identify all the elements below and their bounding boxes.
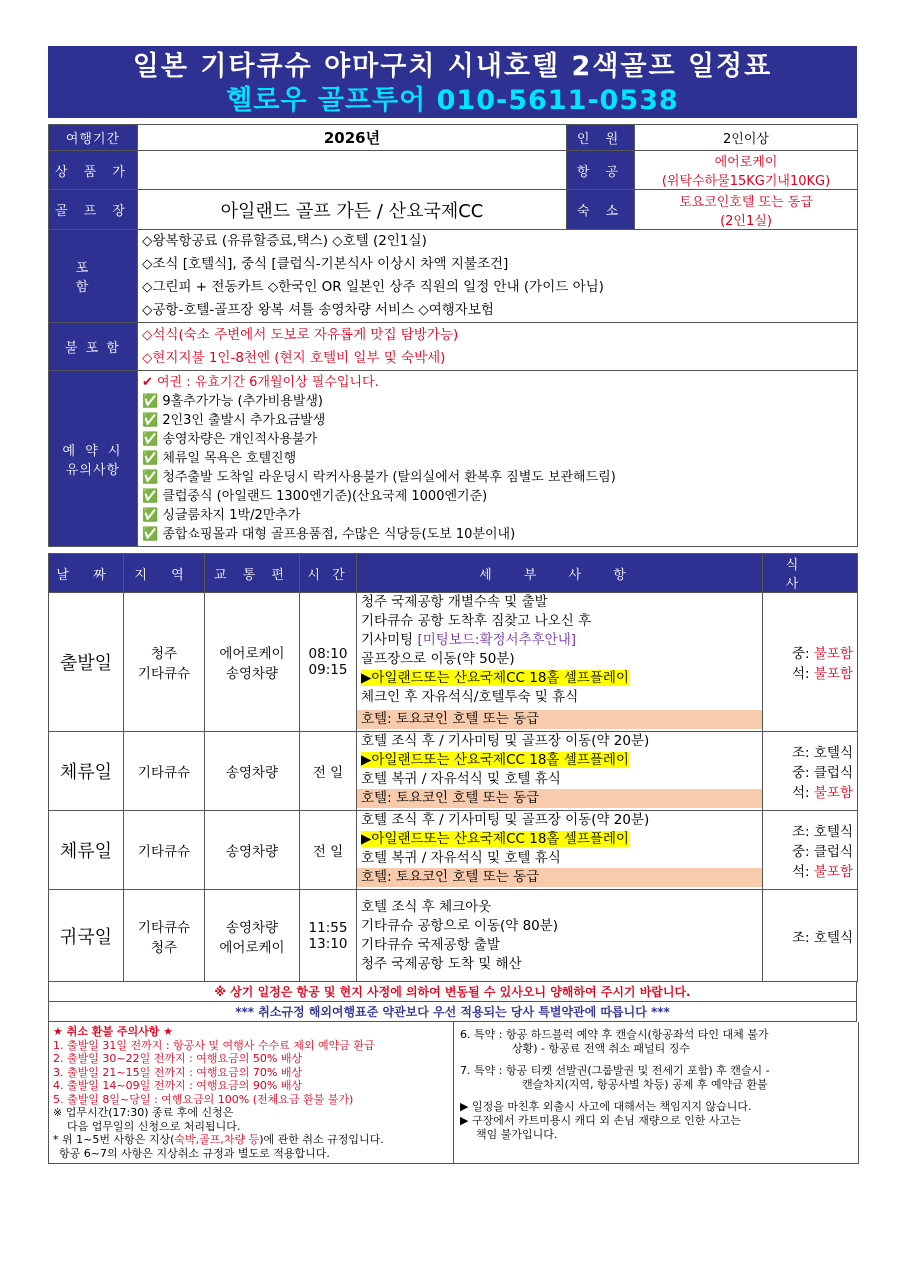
notice-label: [49, 371, 138, 547]
details: [357, 811, 763, 890]
air-carrier: 에어로케이: [714, 155, 778, 170]
detail-line: 기타큐슈 국제공항 출발: [361, 936, 500, 953]
day-label: 체류일: [49, 811, 124, 890]
include-label: 포 함: [49, 230, 138, 323]
cancel-item: 5. 출발일 8일~당일 : 여행요금의 100% (전체요금 환불 불가): [53, 1092, 354, 1106]
meal-line: [767, 761, 853, 781]
detail-line: [361, 830, 758, 849]
exclude-item: ◇석식(숙소 주변에서 도보로 자유롭게 맛집 탐방가능): [142, 326, 459, 343]
office-hours: ※ 업무시간(17:30) 종료 후에 신청은: [53, 1106, 234, 1119]
time-line: 08:10: [308, 646, 348, 662]
golf-highlight: ▶아일랜드또는 산요국제CC 18홀 셀프플레이: [361, 831, 629, 847]
transport-line: 에어로케이: [219, 646, 285, 662]
detail-line: 체크인 후 자유석식/호텔투숙 및 휴식: [361, 689, 579, 705]
cancel-title: ★ 취소 환불 주의사항 ★: [53, 1025, 174, 1038]
golf-highlight: ▶아일랜드또는 산요국제CC 18홀 셀프플레이: [361, 670, 629, 686]
page-subtitle: 헬로우 골프투어 010-5611-0538: [226, 85, 679, 116]
meal-value: 불포함: [813, 864, 853, 880]
transport: [205, 593, 300, 732]
meal-label: 조:: [791, 745, 814, 761]
schedule-row: [49, 890, 858, 982]
rule-highlight: 숙박,골프,차량 등: [174, 1133, 260, 1146]
title-banner: [48, 46, 857, 118]
details: [357, 732, 763, 811]
special-item: 상황) - 항공료 전액 취소 패널티 징수: [512, 1042, 691, 1055]
detail-line: 기타큐슈 공항 도착후 짐찾고 나오신 후: [361, 613, 592, 629]
col-time: 시 간: [300, 554, 357, 593]
hotel-room: (2인1실): [720, 213, 772, 229]
detail-line: 호텔 복귀 / 자유석식 및 호텔 휴식: [361, 850, 561, 866]
notice-label-1: 예 약 시: [62, 443, 124, 459]
meal-line: [767, 860, 853, 880]
policy-notice: *** 취소규정 해외여행표준 약관보다 우선 적용되는 당사 특별약관에 따릅니다 ***: [48, 1002, 857, 1022]
cancel-item: 4. 출발일 14~09일 전까지 : 여행요금의 90% 배상: [53, 1079, 303, 1092]
schedule-table: [48, 553, 858, 982]
change-notice: ※ 상기 일정은 항공 및 현지 사정에 의하여 변동될 수 있사오니 양해하여 주시기 바랍니다.: [48, 982, 857, 1002]
schedule-row: [49, 811, 858, 890]
hotel-line: 호텔: 토요코인 호텔 또는 동급: [357, 868, 762, 887]
schedule-row: [49, 732, 858, 811]
meal-value: 클럽식: [813, 844, 853, 860]
region: [124, 890, 205, 982]
notice-item: ✅ 클럽중식 (아일랜드 1300엔기준)(산요국제 1000엔기준): [142, 489, 488, 504]
detail-line: 청주 국제공항 도착 및 해산: [361, 955, 522, 972]
notice-item: ✅ 종합쇼핑몰과 대형 골프용품점, 수많은 식당등(도보 10분이내): [142, 527, 516, 542]
notice-item: ✅ 2인3인 출발시 추가요금발생: [142, 413, 326, 428]
cancel-item: 1. 출발일 31일 전까지 : 항공사 및 여행사 수수료 제외 예약금 환급: [53, 1038, 375, 1052]
detail-line: [361, 669, 758, 688]
notice-item: ✔ 여권 : 유효기간 6개월이상 필수입니다.: [142, 375, 379, 390]
period-label: 여행기간: [49, 125, 138, 151]
special-item: ▶ 일정을 마친후 외출시 사고에 대해서는 책임지지 않습니다.: [460, 1100, 752, 1113]
detail-line: [361, 631, 758, 650]
golf-highlight: ▶아일랜드또는 산요국제CC 18홀 셀프플레이: [361, 752, 629, 768]
details: [357, 890, 763, 982]
detail-line: 호텔 조식 후 / 기사미팅 및 골프장 이동(약 20분): [361, 812, 650, 828]
meal-value: 불포함: [813, 785, 853, 801]
hotel-value: [635, 190, 858, 230]
meal-line: [767, 926, 853, 946]
special-item: ▶ 구장에서 카트미용시 캐디 외 손님 재량으로 인한 사고는: [460, 1114, 741, 1127]
region-line: 청주: [150, 939, 178, 956]
meal-label: 중:: [791, 646, 814, 662]
detail-line: 호텔 복귀 / 자유석식 및 호텔 휴식: [361, 771, 561, 787]
detail-line: 청주 국제공항 개별수속 및 출발: [361, 594, 548, 610]
transport: 송영차량: [205, 732, 300, 811]
exclude-list: [138, 323, 858, 371]
notice-item: ✅ 체류일 목욕은 호텔진행: [142, 451, 297, 466]
include-item: ◇조식 [호텔식], 중식 [클럽식-기본식사 이상시 차액 지불조건]: [142, 256, 509, 272]
detail-line: 호텔 조식 후 / 기사미팅 및 골프장 이동(약 20분): [361, 733, 650, 749]
hotel-label: 숙 소: [567, 190, 635, 230]
rule-text: * 위 1~5번 사항은 지상(: [53, 1133, 175, 1146]
transport-line: 에어로케이: [219, 939, 285, 956]
day-label: 체류일: [49, 732, 124, 811]
meal-label: 중:: [791, 765, 814, 781]
price-label: 상 품 가: [49, 151, 138, 190]
region-line: 청주: [150, 646, 178, 662]
time: [300, 593, 357, 732]
meal-line: [767, 781, 853, 801]
meal-line: [767, 662, 853, 682]
air-baggage: (위탁수하물15KG기내10KG): [661, 174, 831, 189]
people-label: 인 원: [567, 125, 635, 151]
col-region: 지 역: [124, 554, 205, 593]
cancel-item: 3. 출발일 21~15일 전까지 : 여행요금의 70% 배상: [53, 1065, 303, 1079]
meal-line: [767, 820, 853, 840]
region: [124, 593, 205, 732]
transport: [205, 890, 300, 982]
hotel-line: 호텔: 토요코인 호텔 또는 동급: [357, 789, 762, 808]
exclude-label: 불 포 함: [49, 323, 138, 371]
meeting-prefix: 기사미팅: [361, 632, 418, 648]
day-label: 귀국일: [49, 890, 124, 982]
special-item: 캔슬차지(지역, 항공사별 차등) 공제 후 예약금 환불: [522, 1078, 768, 1091]
col-meals: 식 사: [763, 554, 858, 593]
meal-value: 클럽식: [813, 765, 853, 781]
cancel-notes: [48, 1022, 859, 1164]
info-table: [48, 124, 858, 547]
day-label: 출발일: [49, 593, 124, 732]
details: [357, 593, 763, 732]
exclude-item: ◇현지지불 1인-8천엔 (현지 호텔비 일부 및 숙박세): [142, 349, 446, 366]
meal-label: 석:: [791, 785, 814, 801]
meal-line: [767, 642, 853, 662]
golf-value: 아일랜드 골프 가든 / 산요국제CC: [138, 190, 567, 230]
price-value: [138, 151, 567, 190]
col-date: 날 짜: [49, 554, 124, 593]
notice-item: ✅ 청주출발 도착일 라운딩시 락커사용불가 (탈의실에서 환복후 짐별도 보관해드림): [142, 470, 616, 485]
time: 전 일: [300, 811, 357, 890]
meal-label: 석:: [791, 864, 814, 880]
meals: [763, 811, 858, 890]
hotel-name: 토요코인호텔 또는 동급: [679, 194, 813, 210]
transport: 송영차량: [205, 811, 300, 890]
rule-line: [53, 1133, 449, 1147]
transport-line: 송영차량: [225, 919, 279, 936]
region: 기타큐슈: [124, 811, 205, 890]
rule-line: 항공 6~7의 사항은 지상취소 규정과 별도로 적용합니다.: [59, 1146, 330, 1160]
notice-list: [138, 371, 858, 547]
meal-line: [767, 840, 853, 860]
office-hours: 다음 업무일의 신청으로 처리됩니다.: [67, 1119, 241, 1133]
cancel-right: [454, 1022, 858, 1163]
region-line: 기타큐슈: [137, 919, 191, 936]
time: 전 일: [300, 732, 357, 811]
cancel-item: 2. 출발일 30~22일 전까지 : 여행요금의 50% 배상: [53, 1052, 303, 1065]
meeting-board: [미팅보드:확정서추후안내]: [417, 632, 577, 648]
meal-value: 호텔식: [813, 929, 853, 946]
include-item: ◇그린피 + 전동카트 ◇한국인 OR 일본인 상주 직원의 일정 안내 (가이드 아님): [142, 279, 604, 295]
notice-item: ✅ 9홀추가가능 (추가비용발생): [142, 394, 324, 409]
notice-item: ✅ 송영차량은 개인적사용불가: [142, 432, 318, 447]
meal-value: 불포함: [813, 666, 853, 682]
page-title: 일본 기타큐슈 야마구치 시내호텔 2색골프 일정표: [132, 51, 773, 82]
include-item: ◇공항-호텔-골프장 왕복 셔틀 송영차량 서비스 ◇여행자보험: [142, 302, 494, 318]
time-line: 13:10: [308, 935, 348, 952]
meals: [763, 593, 858, 732]
detail-line: [361, 751, 758, 770]
meals: [763, 732, 858, 811]
golf-label: 골 프 장: [49, 190, 138, 230]
people-value: 2인이상: [635, 125, 858, 151]
schedule-row: [49, 593, 858, 732]
meals: [763, 890, 858, 982]
detail-line: 골프장으로 이동(약 50분): [361, 651, 515, 667]
time: [300, 890, 357, 982]
include-item: ◇왕복항공료 (유류할증료,택스) ◇호텔 (2인1실): [142, 233, 427, 249]
special-item: 6. 특약 : 항공 하드블럭 예약 후 캔슬시(항공좌석 타인 대체 불가: [460, 1028, 769, 1041]
meal-label: 석:: [791, 666, 814, 682]
air-value: [635, 151, 858, 190]
period-value: 2026년: [138, 125, 567, 151]
meal-value: 호텔식: [813, 824, 853, 840]
hotel-line: 호텔: 토요코인 호텔 또는 동급: [357, 710, 762, 729]
col-details: 세 부 사 항: [357, 554, 763, 593]
meal-label: 중:: [791, 844, 814, 860]
region-line: 기타큐슈: [137, 666, 191, 682]
detail-line: 호텔 조식 후 체크아웃: [361, 898, 492, 915]
meal-value: 불포함: [813, 646, 853, 662]
time-line: 09:15: [308, 662, 348, 678]
include-list: [138, 230, 858, 323]
rule-text: )에 관한 취소 규정입니다.: [259, 1133, 384, 1146]
notice-label-2: 유의사항: [65, 462, 121, 478]
meal-value: 호텔식: [813, 745, 853, 761]
meal-label: 조:: [791, 929, 814, 946]
time-line: 11:55: [308, 919, 348, 936]
cancel-left: [49, 1022, 454, 1163]
special-item: 책임 불가입니다.: [476, 1128, 558, 1141]
meal-line: [767, 741, 853, 761]
region: 기타큐슈: [124, 732, 205, 811]
col-transport: 교 통 편: [205, 554, 300, 593]
detail-line: 기타큐슈 공항으로 이동(약 80분): [361, 917, 559, 934]
transport-line: 송영차량: [225, 666, 279, 682]
notice-item: ✅ 싱글룸차지 1박/2만추가: [142, 508, 301, 523]
special-item: 7. 특약 : 항공 티켓 선발권(그룹발권 및 전세기 포함) 후 캔슬시 -: [460, 1064, 770, 1077]
air-label: 항 공: [567, 151, 635, 190]
meal-label: 조:: [791, 824, 814, 840]
